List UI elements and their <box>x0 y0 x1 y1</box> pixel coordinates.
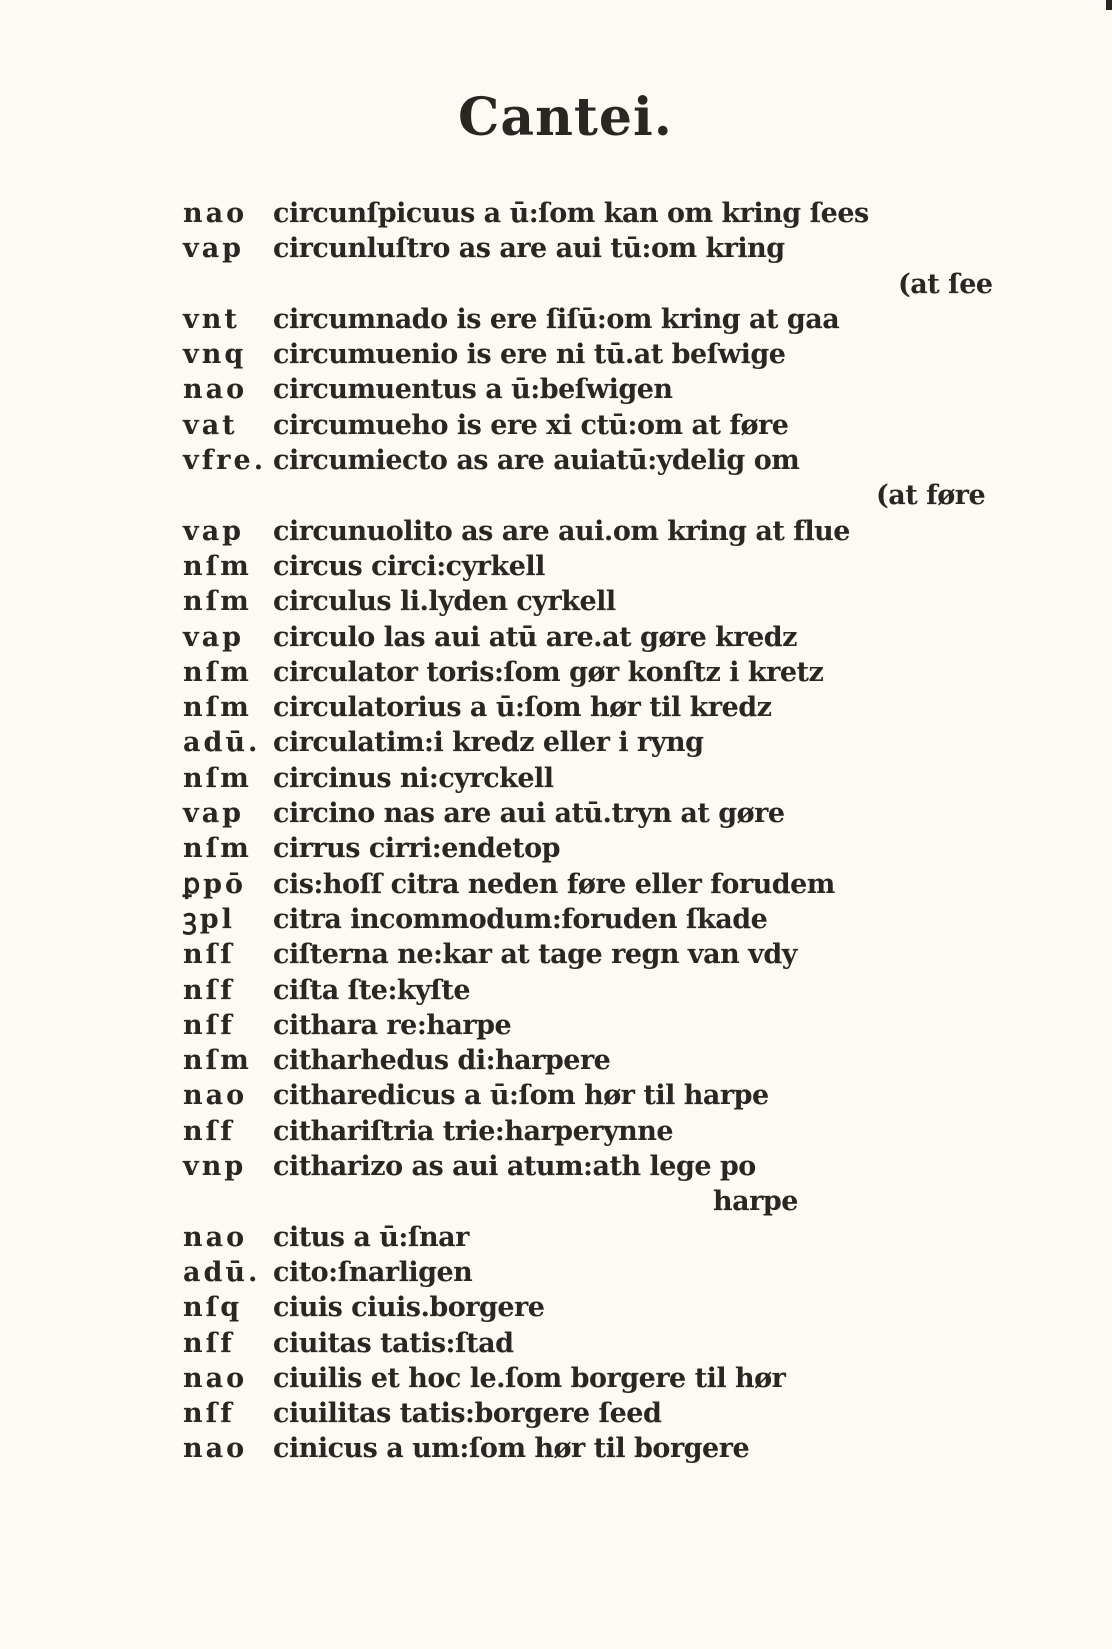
grammar-code: nao <box>183 374 248 406</box>
grammar-code: adū. <box>183 1256 261 1288</box>
dictionary-entry <box>183 1361 903 1396</box>
grammar-code: ꝑpō <box>183 868 247 900</box>
grammar-code: nſm <box>183 586 252 618</box>
entry-text: circulatorius a ū:ſom hør til kredz <box>273 692 772 724</box>
dictionary-entry <box>183 1078 903 1113</box>
grammar-code: nao <box>183 1080 248 1112</box>
page-edge-mark <box>1106 0 1112 10</box>
dictionary-entry <box>183 690 903 725</box>
dictionary-entry <box>183 620 903 655</box>
entry-text: ciſta ſte:kyſte <box>273 974 471 1006</box>
dictionary-entry <box>183 443 903 478</box>
entry-text: circumuenio is ere ni tū.at beſwige <box>273 339 786 371</box>
grammar-code: vap <box>183 798 245 830</box>
entry-text: circus circi:cyrkell <box>273 550 545 582</box>
grammar-code: vfre. <box>183 445 267 477</box>
grammar-code: vnp <box>183 1151 247 1183</box>
entry-text: ciſterna ne:kar at tage regn van vdy <box>273 939 797 971</box>
entry-text: circulo las aui atū are.at gøre kredz <box>273 621 797 653</box>
entry-text: citharedicus a ū:ſom hør til harpe <box>273 1080 769 1112</box>
entry-continuation-text: (at ſee <box>898 268 993 300</box>
grammar-code: nſm <box>183 692 252 724</box>
entry-text: circumiecto as are auiatū:ydelig om <box>273 445 800 477</box>
grammar-code: vnq <box>183 339 247 371</box>
dictionary-entry <box>183 902 903 937</box>
grammar-code: nſf <box>183 1327 235 1359</box>
grammar-code: nſm <box>183 1045 252 1077</box>
grammar-code: vat <box>183 409 238 441</box>
entry-text: citharhedus di:harpere <box>273 1045 611 1077</box>
grammar-code: nao <box>183 1362 248 1394</box>
grammar-code: nao <box>183 198 248 229</box>
entry-text: citus a ū:ſnar <box>273 1221 469 1253</box>
grammar-code: ꝫpl <box>183 903 235 935</box>
dictionary-entry <box>183 302 903 337</box>
dictionary-entry <box>183 1290 903 1325</box>
grammar-code: nſf <box>183 1398 235 1430</box>
dictionary-entry <box>183 1220 903 1255</box>
dictionary-entry <box>183 655 903 690</box>
entry-text: circunſpicuus a ū:ſom kan om kring ſees <box>273 198 869 229</box>
dictionary-entry <box>183 937 903 972</box>
entry-text: ciuilis et hoc le.ſom borgere til hør <box>273 1362 786 1394</box>
dictionary-entry <box>183 1255 903 1290</box>
entry-text: cinicus a um:ſom hør til borgere <box>273 1433 750 1465</box>
dictionary-entry <box>183 1149 903 1184</box>
entry-text: cithariſtria trie:harperynne <box>273 1115 674 1147</box>
entry-text: cirrus cirri:endetop <box>273 833 560 865</box>
entry-continuation-text: harpe <box>713 1186 798 1218</box>
dictionary-entry <box>183 1114 903 1149</box>
grammar-code: vap <box>183 515 245 547</box>
entry-continuation-text: (at føre <box>876 480 986 512</box>
grammar-code: vap <box>183 621 245 653</box>
entry-continuation <box>183 1184 903 1219</box>
dictionary-entry <box>183 196 903 231</box>
entry-text: circino nas are aui atū.tryn at gøre <box>273 798 785 830</box>
entry-text: circulatim:i kredz eller i ryng <box>273 727 704 759</box>
dictionary-entry <box>183 796 903 831</box>
entry-text: circumnado is ere ſiſū:om kring at gaa <box>273 303 840 335</box>
entry-text: cis:hoſſ citra neden føre eller forudem <box>273 868 835 900</box>
entry-text: ciuilitas tatis:borgere ſeed <box>273 1398 662 1430</box>
grammar-code: nao <box>183 1433 248 1465</box>
dictionary-entry <box>183 231 903 266</box>
entry-text: ciuis ciuis.borgere <box>273 1292 545 1324</box>
dictionary-entry <box>183 725 903 760</box>
grammar-code: nao <box>183 1221 248 1253</box>
entry-text: circinus ni:cyrckell <box>273 762 554 794</box>
entry-text: cito:ſnarligen <box>273 1256 473 1288</box>
entry-text: circulator toris:ſom gør konſtz i kretz <box>273 656 824 688</box>
dictionary-entries <box>183 196 993 1467</box>
dictionary-entry <box>183 1008 903 1043</box>
grammar-code: nſf <box>183 974 235 1006</box>
grammar-code: nſm <box>183 762 252 794</box>
dictionary-entry <box>183 1043 903 1078</box>
grammar-code: nſm <box>183 550 252 582</box>
page-header: Cantei. <box>458 87 673 148</box>
entry-continuation <box>183 267 993 302</box>
entry-text: ciuitas tatis:ſtad <box>273 1327 514 1359</box>
entry-continuation <box>183 478 986 513</box>
grammar-code: nſf <box>183 1115 235 1147</box>
dictionary-entry <box>183 372 903 407</box>
dictionary-entry <box>183 337 903 372</box>
dictionary-entry <box>183 1326 903 1361</box>
entry-text: citra incommodum:foruden ſkade <box>273 903 768 935</box>
entry-text: circunuolito as are aui.om kring at flue <box>273 515 850 547</box>
entry-text: citharizo as aui atum:ath lege po <box>273 1151 756 1183</box>
entry-text: circumuentus a ū:beſwigen <box>273 374 673 406</box>
dictionary-entry <box>183 408 903 443</box>
grammar-code: vnt <box>183 303 240 335</box>
grammar-code: nſſ <box>183 939 235 971</box>
grammar-code: vap <box>183 233 245 265</box>
grammar-code: nſf <box>183 1009 235 1041</box>
dictionary-entry <box>183 514 903 549</box>
dictionary-entry <box>183 584 903 619</box>
grammar-code: nſq <box>183 1292 243 1324</box>
entry-text: circulus li.lyden cyrkell <box>273 586 616 618</box>
dictionary-entry <box>183 973 903 1008</box>
dictionary-entry <box>183 549 903 584</box>
dictionary-entry <box>183 867 903 902</box>
grammar-code: adū. <box>183 727 261 759</box>
entry-text: cithara re:harpe <box>273 1009 512 1041</box>
grammar-code: nſm <box>183 656 252 688</box>
dictionary-entry <box>183 1396 903 1431</box>
dictionary-entry <box>183 1431 903 1466</box>
entry-text: circumueho is ere xi ctū:om at føre <box>273 409 789 441</box>
entry-text: circunluſtro as are aui tū:om kring <box>273 233 785 265</box>
grammar-code: nſm <box>183 833 252 865</box>
dictionary-entry <box>183 761 903 796</box>
dictionary-entry <box>183 831 903 866</box>
